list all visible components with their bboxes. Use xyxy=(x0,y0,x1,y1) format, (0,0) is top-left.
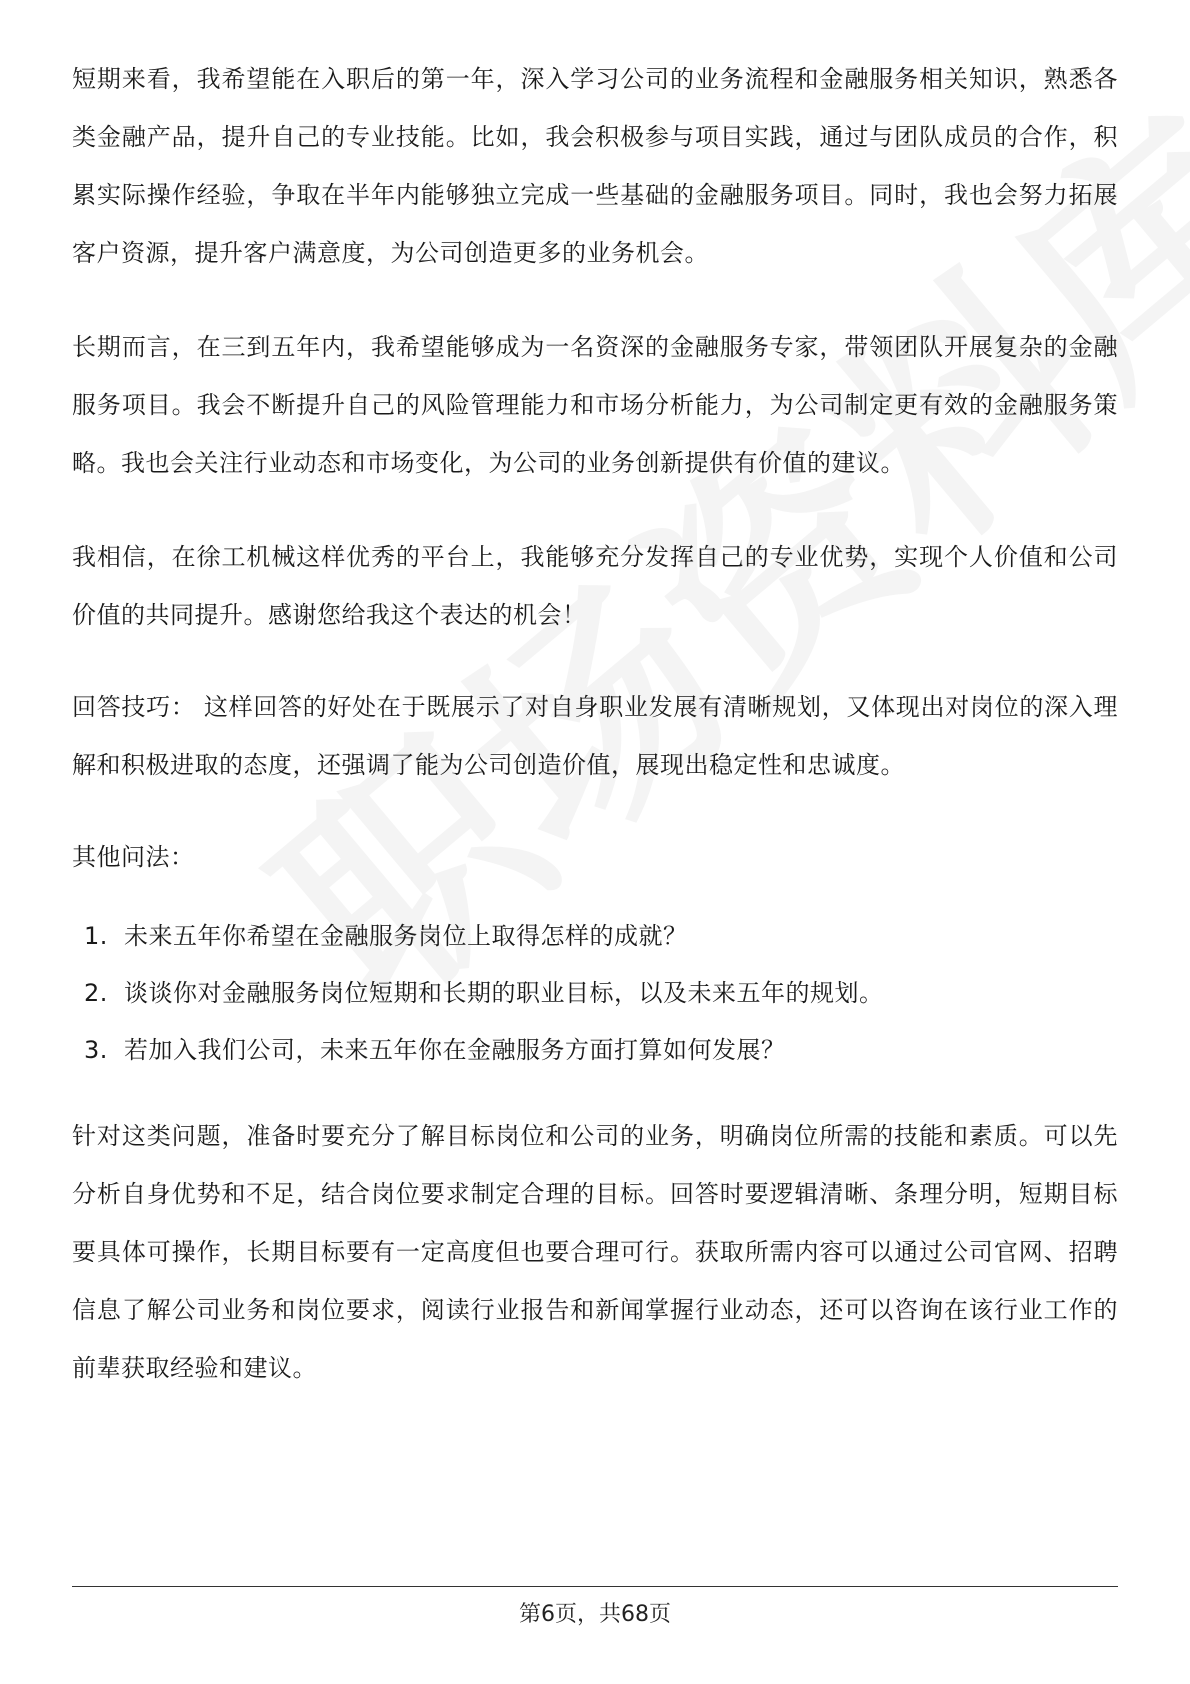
list-number: 3. xyxy=(84,1036,108,1064)
paragraph-conclusion: 我相信，在徐工机械这样优秀的平台上，我能够充分发挥自己的专业优势，实现个人价值和公司价值的共同提升。感谢您给我这个表达的机会！ xyxy=(72,543,1118,629)
list-number: 2. xyxy=(84,979,108,1007)
paragraph-answer-tips: 回答技巧： 这样回答的好处在于既展示了对自身职业发展有清晰规划，又体现出对岗位的深入理解和积极进取的态度，还强调了能为公司创造价值，展现出稳定性和忠诚度。 xyxy=(72,693,1118,779)
other-questions-heading: 其他问法： xyxy=(72,843,195,871)
footer-divider xyxy=(72,1586,1118,1587)
list-item xyxy=(72,965,1118,1022)
list-text: 未来五年你希望在金融服务岗位上取得怎样的成就？ xyxy=(124,922,688,950)
paragraph-preparation-advice: 针对这类问题，准备时要充分了解目标岗位和公司的业务，明确岗位所需的技能和素质。可以先分析自身优势和不足，结合岗位要求制定合理的目标。回答时要逻辑清晰、条理分明，短期目标要具体可操作，长期目标要有一定高度但也要合理可行。获取所需内容可以通过公司官网、招聘信息了解公司业务和岗位要求，阅读行业报告和新闻掌握行业动态，还可以咨询在该行业工作的前辈获取经验和建议。 xyxy=(72,1122,1118,1382)
page-number: 第6页，共68页 xyxy=(519,1602,671,1627)
list-number: 1. xyxy=(84,922,108,950)
list-text: 谈谈你对金融服务岗位短期和长期的职业目标，以及未来五年的规划。 xyxy=(124,979,884,1007)
document-body xyxy=(72,50,1118,1397)
list-item xyxy=(72,908,1118,965)
paragraph-long-term: 长期而言，在三到五年内，我希望能够成为一名资深的金融服务专家，带领团队开展复杂的金融服务项目。我会不断提升自己的风险管理能力和市场分析能力，为公司制定更有效的金融服务策略。我也会关注行业动态和市场变化，为公司的业务创新提供有价值的建议。 xyxy=(72,333,1118,477)
list-text: 若加入我们公司，未来五年你在金融服务方面打算如何发展？ xyxy=(124,1036,786,1064)
list-item xyxy=(72,1022,1118,1079)
other-questions-list xyxy=(72,908,1118,1079)
paragraph-short-term: 短期来看，我希望能在入职后的第一年，深入学习公司的业务流程和金融服务相关知识，熟悉各类金融产品，提升自己的专业技能。比如，我会积极参与项目实践，通过与团队成员的合作，积累实际操作经验，争取在半年内能够独立完成一些基础的金融服务项目。同时，我也会努力拓展客户资源，提升客户满意度，为公司创造更多的业务机会。 xyxy=(72,65,1118,267)
